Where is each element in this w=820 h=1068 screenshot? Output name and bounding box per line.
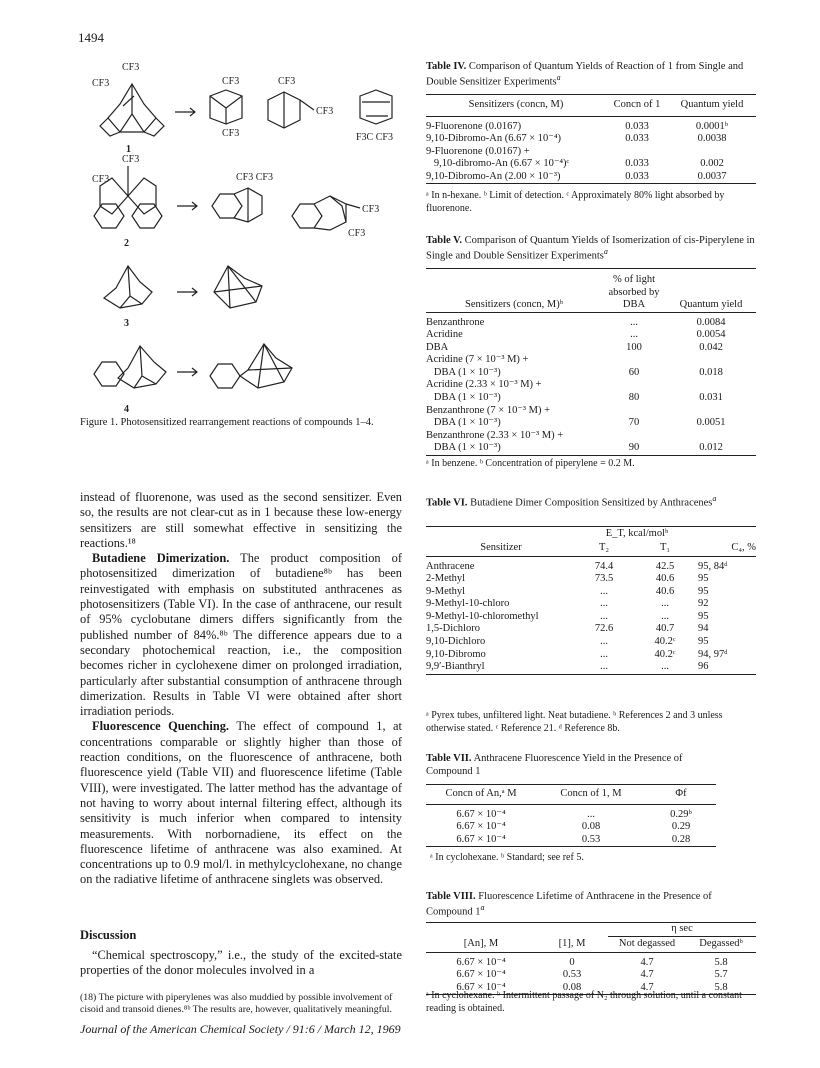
table7-caption: Table VII. Anthracene Fluorescence Yield in the Presence of Compound 1 [426, 753, 683, 778]
table5-footnote: ᵃ In benzene. ᵇ Concentration of piperylene = 0.2 M. [426, 458, 635, 469]
svg-text:CF3: CF3 [222, 128, 240, 139]
table-row: DBA (1 × 10⁻³) 60 0.018 [426, 366, 723, 378]
table7: Concn of An,ᵃ M Concn of 1, M Φf 6.67 × 10⁻⁴ ... 0.29ᵇ 6.67 × 10⁻⁴ 0.08 0.29 6.67 × 10⁻⁴ 0.53 0.28 [426, 784, 716, 847]
page-number: 1494 [78, 30, 104, 45]
table-row: DBA (1 × 10⁻³) 80 0.031 [426, 392, 723, 404]
table4: Sensitizers (concn, M) Concn of 1 Quantum yield 9-Fluorenone (0.0167) 0.033 0.0001ᵇ 9,10-Dibromo-An (6.67 × 10⁻⁴) 0.033 0.0038 9-Fluorenone (0.0167) + 9,10-dibromo-An (6.67 × 10⁻⁴)ᶜ 0.033 0.002 9,10-Dibromo-An (2.00 × 10⁻³) 0.033 0.0037 [426, 94, 756, 184]
table6-caption: Table VI. Butadiene Dimer Composition Sensitized by Anthracenes$^a$ [426, 494, 717, 509]
table-row: Benzanthrone (7 × 10⁻³ M) + [426, 404, 551, 416]
table-row: 2-Methyl 73.5 40.6 95 [426, 573, 709, 585]
product-2a-structure [212, 188, 262, 222]
table-row: 6.67 × 10⁻⁴ ... 0.29ᵇ [456, 808, 692, 820]
table-row: DBA 100 0.042 [426, 341, 723, 353]
discussion-text [80, 948, 402, 979]
table-row: 9-Methyl-10-chloro ... ... 92 [426, 598, 709, 610]
table6-footnote: ᵃ Pyrex tubes, unfiltered light. Neat butadiene. ᵇ References 2 and 3 unless otherwise stated. ᶜ Reference 21. ᵈ Reference 8b. [426, 710, 723, 734]
paragraph: instead of fluorenone, was used as the second sensitizer. Even so, the results are not clear-cut as in 1 because these low-energy sensitizers are still somewhat effective in sensitizing the reactions.¹⁸ [80, 490, 402, 550]
table4-footnote: ᵃ In n-hexane. ᵇ Limit of detection. ᶜ Approximately 80% light absorbed by fluorenone. [426, 190, 725, 214]
table-row: 9,10-Dibromo-An (6.67 × 10⁻⁴) 0.033 0.0038 [426, 133, 727, 145]
table-row: 9,10-Dichloro ... 40.2ᶜ 95 [426, 636, 709, 648]
product-2b-structure [292, 196, 360, 230]
table-row: 9-Methyl-10-chloromethyl ... ... 95 [426, 610, 709, 622]
svg-text:CF3: CF3 [122, 154, 140, 165]
product-4-structure [210, 344, 292, 388]
f3c-cf3-label: F3C CF3 [356, 132, 393, 143]
compound-3-label: 3 [124, 318, 129, 329]
discussion-heading: Discussion [80, 928, 137, 942]
table-row: 9-Fluorenone (0.0167) + [426, 145, 530, 157]
body-text [80, 490, 402, 888]
table-row: 1,5-Dichloro 72.6 40.7 94 [426, 623, 709, 635]
table5-caption: Table V. Comparison of Quantum Yields of Isomerization of cis-Piperylene in Single and Double Sensitizer Experiments$^a$ [426, 235, 755, 262]
svg-text:CF3: CF3 [348, 228, 366, 239]
paragraph: Butadiene Dimerization. The product composition of photosensitized dimerization of butadiene⁸ᵇ has been reinvestigated with emphasis on substituted anthracenes as photosensitizers (Table VI). In the case of anthracene, our result of 95% cyclobutane dimers differs significantly from the published number of 84%.⁸ᵇ The difference appears due to a secondary photochemical reaction, i.e., the composition becomes richer in cyclohexene dimer on prolonged irradiation, particularly after substantial consumption of anthracene through dimerization. Results in Table VI were obtained after short irradiation periods. [80, 551, 402, 719]
table7-footnote: ᵃ In cyclohexane. ᵇ Standard; see ref 5. [430, 852, 584, 863]
table-row: 6.67 × 10⁻⁴ 0 4.7 5.8 [456, 956, 728, 968]
table-row: 6.67 × 10⁻⁴ 0.53 0.28 [426, 834, 716, 847]
table8-caption: Table VIII. Fluorescence Lifetime of Anthracene in the Presence of Compound 1$^a$ [426, 891, 712, 918]
journal-footer: Journal of the American Chemical Society / 91:6 / March 12, 1969 [80, 1022, 401, 1036]
compound-2-label: 2 [124, 238, 129, 249]
footnote-18: (18) The picture with piperylenes was also muddied by possible involvement of cisoid and transoid dienes.⁸ᵇ The results are, however, qualitatively meaningful. [80, 992, 393, 1015]
table-row: 9,10-dibromo-An (6.67 × 10⁻⁴)ᶜ 0.033 0.002 [426, 158, 724, 170]
compound-3-structure [104, 266, 152, 308]
svg-text:CF3: CF3 [316, 106, 334, 117]
table-row: 6.67 × 10⁻⁴ 0.08 4.7 5.8 [426, 982, 756, 995]
table-row: 9-Fluorenone (0.0167) 0.033 0.0001ᵇ [426, 120, 729, 132]
table5: Sensitizers (concn, M)ᵇ % of light absorbed by DBA Quantum yield Benzanthrone ... 0.0084 Acridine ... 0.0054 DBA 100 0.042 Acridine (7 × 10⁻³ M) + DBA (1 × 10⁻³) 60 0.018 Acridine (2.33 × 10⁻³ M) + DBA (1 × 10⁻³) 80 0.031 Benzanthrone (7 × 10⁻³ M) + DBA (1 × 10⁻³) 70 0.0051 Benzanthrone (2.33 × 10⁻³ M) + DBA (1 × 10⁻³) 90 0.012 [426, 268, 756, 456]
table-row: DBA (1 × 10⁻³) 90 0.012 [426, 442, 756, 455]
table4-caption: Table IV. Comparison of Quantum Yields of Reaction of 1 from Single and Double Sensitizer Experiments$^a$ [426, 61, 744, 88]
table-row: 9-Methyl ... 40.6 95 [426, 585, 709, 597]
svg-text:CF3: CF3 [362, 204, 380, 215]
table8: η sec [An], M [1], M Not degassed Degassedᵇ 6.67 × 10⁻⁴ 0 4.7 5.8 6.67 × 10⁻⁴ 0.53 4.7 5.7 6.67 × 10⁻⁴ 0.08 4.7 5.8 [426, 922, 756, 995]
table-row: Acridine ... 0.0054 [426, 329, 726, 341]
table-row: Benzanthrone (2.33 × 10⁻³ M) + [426, 429, 564, 441]
cf3-cf3-label: CF3 CF3 [236, 172, 273, 183]
figure-caption: Figure 1. Photosensitized rearrangement reactions of compounds 1–4. [80, 417, 374, 428]
svg-text:CF3: CF3 [92, 78, 110, 89]
table-row: Acridine (7 × 10⁻³ M) + [426, 354, 529, 366]
table-row: 6.67 × 10⁻⁴ 0.08 0.29 [456, 821, 691, 833]
product-1b-structure [268, 92, 314, 128]
svg-text:CF3: CF3 [222, 76, 240, 87]
product-1a-structure [210, 90, 242, 124]
product-3-structure [214, 266, 262, 308]
table-row: 9,10-Dibromo-An (2.00 × 10⁻³) 0.033 0.0037 [426, 171, 756, 184]
reaction-scheme-figure [80, 56, 410, 436]
table-row: DBA (1 × 10⁻³) 70 0.0051 [426, 417, 726, 429]
product-1c-structure [360, 90, 392, 124]
table-row: Acridine (2.33 × 10⁻³ M) + [426, 379, 542, 391]
compound-4-label: 4 [124, 404, 129, 415]
compound-1-structure [100, 84, 164, 136]
svg-text:CF3: CF3 [278, 76, 296, 87]
table8-footnote: ᵃ In cyclohexane. ᵇ Intermittent passage of N₂ through solution, until a constant reading is obtained. [426, 990, 742, 1014]
svg-text:CF3: CF3 [92, 174, 110, 185]
paragraph: Fluorescence Quenching. The effect of compound 1, at concentrations comparable or slightly higher than those of reaction conditions, on the fluorescence of anthracene, both fluorescence yield (Table VII) and fluorescence lifetime (Table VIII), were investigated. The latter method has the advantage of not having to worry about internal filtering effect, although its sensitivity is much inferior when compared to intensity measurements. With norbornadiene, its effect on the fluorescence lifetime of anthracene was also examined. At concentrations up to 0.9 mol/l. in methylcyclohexane, no change on the radiative lifetime of anthracene singlets was observed. [80, 719, 402, 887]
table-row: Anthracene 74.4 42.5 95, 84ᵈ [426, 560, 728, 572]
cf3-label: CF3 [122, 62, 140, 73]
table-row: Benzanthrone ... 0.0084 [426, 316, 726, 328]
table-row: 9,10-Dibromo ... 40.2ᶜ 94, 97ᵈ [426, 648, 728, 660]
table6: E_T, kcal/molᵇ Sensitizer T₂ T₁ C₄, % Anthracene 74.4 42.5 95, 84ᵈ 2-Methyl 73.5 40.6 95 9-Methyl ... 40.6 95 9-Methyl-10-chloro ... ... 92 9-Methyl-10-chloromethyl ... ... 95 1,5-Dichloro 72.6 40.7 94 9,10-Dichloro ... 40.2ᶜ 95 9,10-Dibromo ... 40.2ᶜ 94, 97ᵈ 9,9′-Bianthryl ... ... 96 [426, 526, 756, 675]
compound-4-structure [94, 346, 166, 388]
compound-1-label: 1 [126, 144, 131, 155]
table-row: 6.67 × 10⁻⁴ 0.53 4.7 5.7 [456, 969, 728, 981]
table-row: 9,9′-Bianthryl ... ... 96 [426, 661, 756, 674]
paragraph: “Chemical spectroscopy,” i.e., the study of the excited-state properties of the donor molecules involved in a [80, 948, 402, 978]
